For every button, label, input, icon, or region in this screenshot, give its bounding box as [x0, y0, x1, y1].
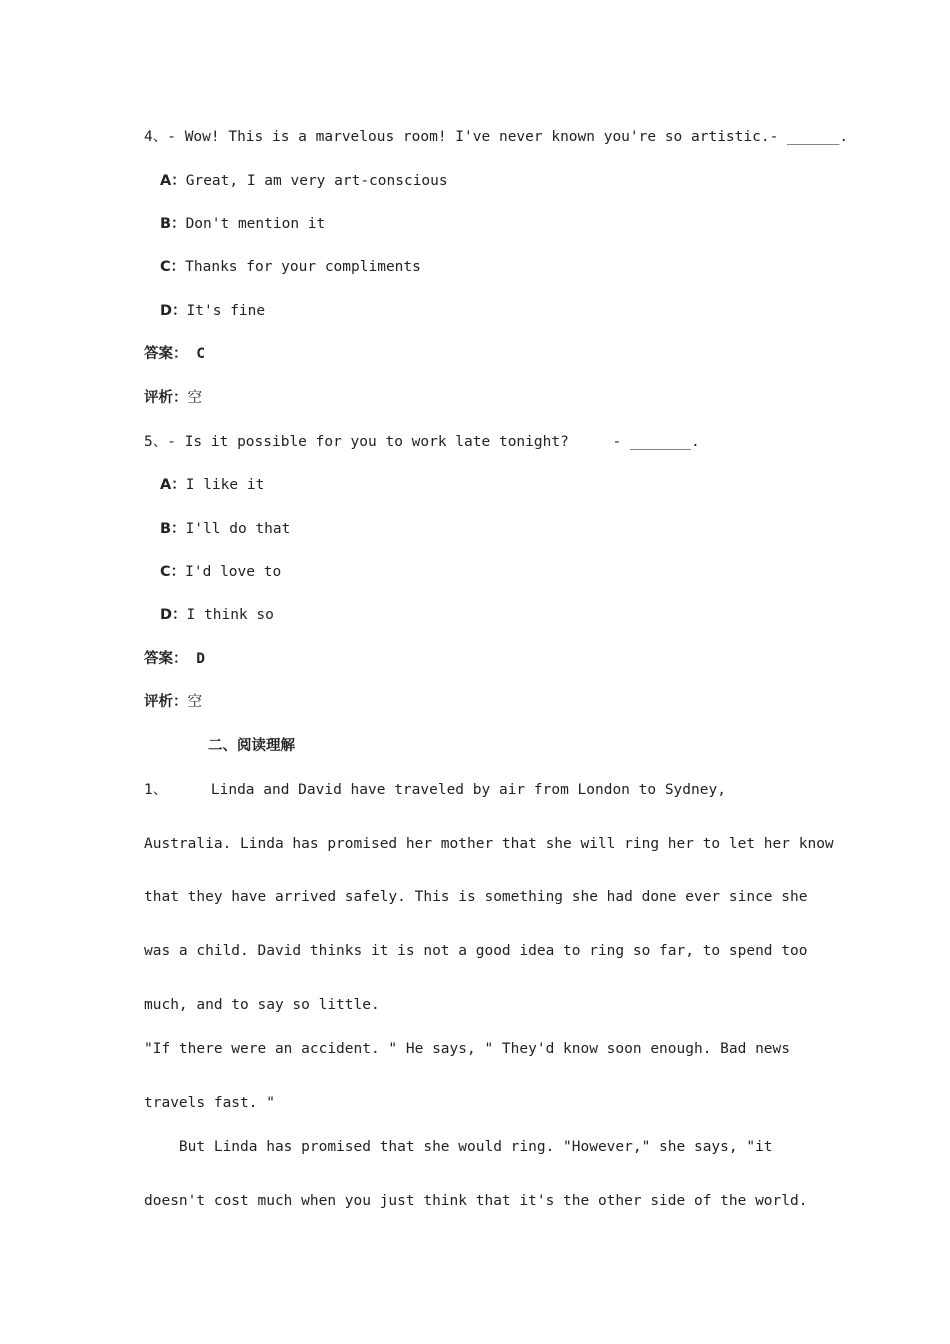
option-key: B：	[160, 216, 186, 232]
option-key: D：	[160, 303, 187, 319]
question-4-analysis	[144, 389, 202, 407]
analysis-label: 评析：	[144, 694, 188, 710]
option-text: Don't mention it	[185, 216, 326, 232]
reading-line: 1、 Linda and David have traveled by air from London to Sydney,	[144, 782, 726, 798]
reading-line: that they have arrived safely. This is something she had done ever since she	[144, 889, 808, 905]
reading-line: "If there were an accident. " He says, " They'd know soon enough. Bad news	[144, 1041, 791, 1057]
question-5-analysis	[144, 693, 202, 711]
analysis-label: 评析：	[144, 390, 188, 406]
option-text: Thanks for your compliments	[185, 259, 421, 275]
question-5-option-d	[160, 606, 274, 624]
answer-value: D	[196, 651, 205, 667]
analysis-value: 空	[187, 694, 202, 710]
option-text: I think so	[186, 607, 274, 623]
question-4-option-a	[160, 172, 448, 190]
reading-line: But Linda has promised that she would ring. "However," she says, "it	[144, 1139, 773, 1155]
option-text: I'd love to	[185, 564, 282, 580]
option-key: C：	[160, 259, 186, 275]
option-text: I'll do that	[185, 521, 291, 537]
question-5-option-c	[160, 563, 281, 581]
reading-line: doesn't cost much when you just think that it's the other side of the world.	[144, 1193, 808, 1209]
question-5-stem: 5、- Is it possible for you to work late tonight? - _______.	[144, 434, 700, 450]
option-key: D：	[160, 607, 187, 623]
question-5-answer	[144, 650, 205, 668]
question-4-answer	[144, 345, 205, 363]
option-text: I like it	[185, 477, 265, 493]
reading-line: travels fast. "	[144, 1095, 275, 1111]
option-key: C：	[160, 564, 186, 580]
option-key: A：	[160, 477, 186, 493]
option-key: B：	[160, 521, 186, 537]
answer-value: C	[196, 346, 205, 362]
reading-line: Australia. Linda has promised her mother that she will ring her to let her know	[144, 836, 834, 852]
answer-label: 答案：	[144, 346, 188, 362]
option-text: It's fine	[186, 303, 266, 319]
question-4-option-d	[160, 302, 265, 320]
question-5-option-b	[160, 520, 290, 538]
question-4-option-c	[160, 258, 421, 276]
section-title: 二、阅读理解	[208, 738, 295, 754]
question-5-option-a	[160, 476, 264, 494]
question-4-stem: 4、- Wow! This is a marvelous room! I've never known you're so artistic.- ______.	[144, 129, 849, 145]
question-4-option-b	[160, 215, 325, 233]
analysis-value: 空	[187, 390, 202, 406]
option-text: Great, I am very art-conscious	[185, 173, 448, 189]
reading-line: much, and to say so little.	[144, 997, 380, 1013]
answer-label: 答案：	[144, 651, 188, 667]
option-key: A：	[160, 173, 186, 189]
reading-line: was a child. David thinks it is not a good idea to ring so far, to spend too	[144, 943, 808, 959]
